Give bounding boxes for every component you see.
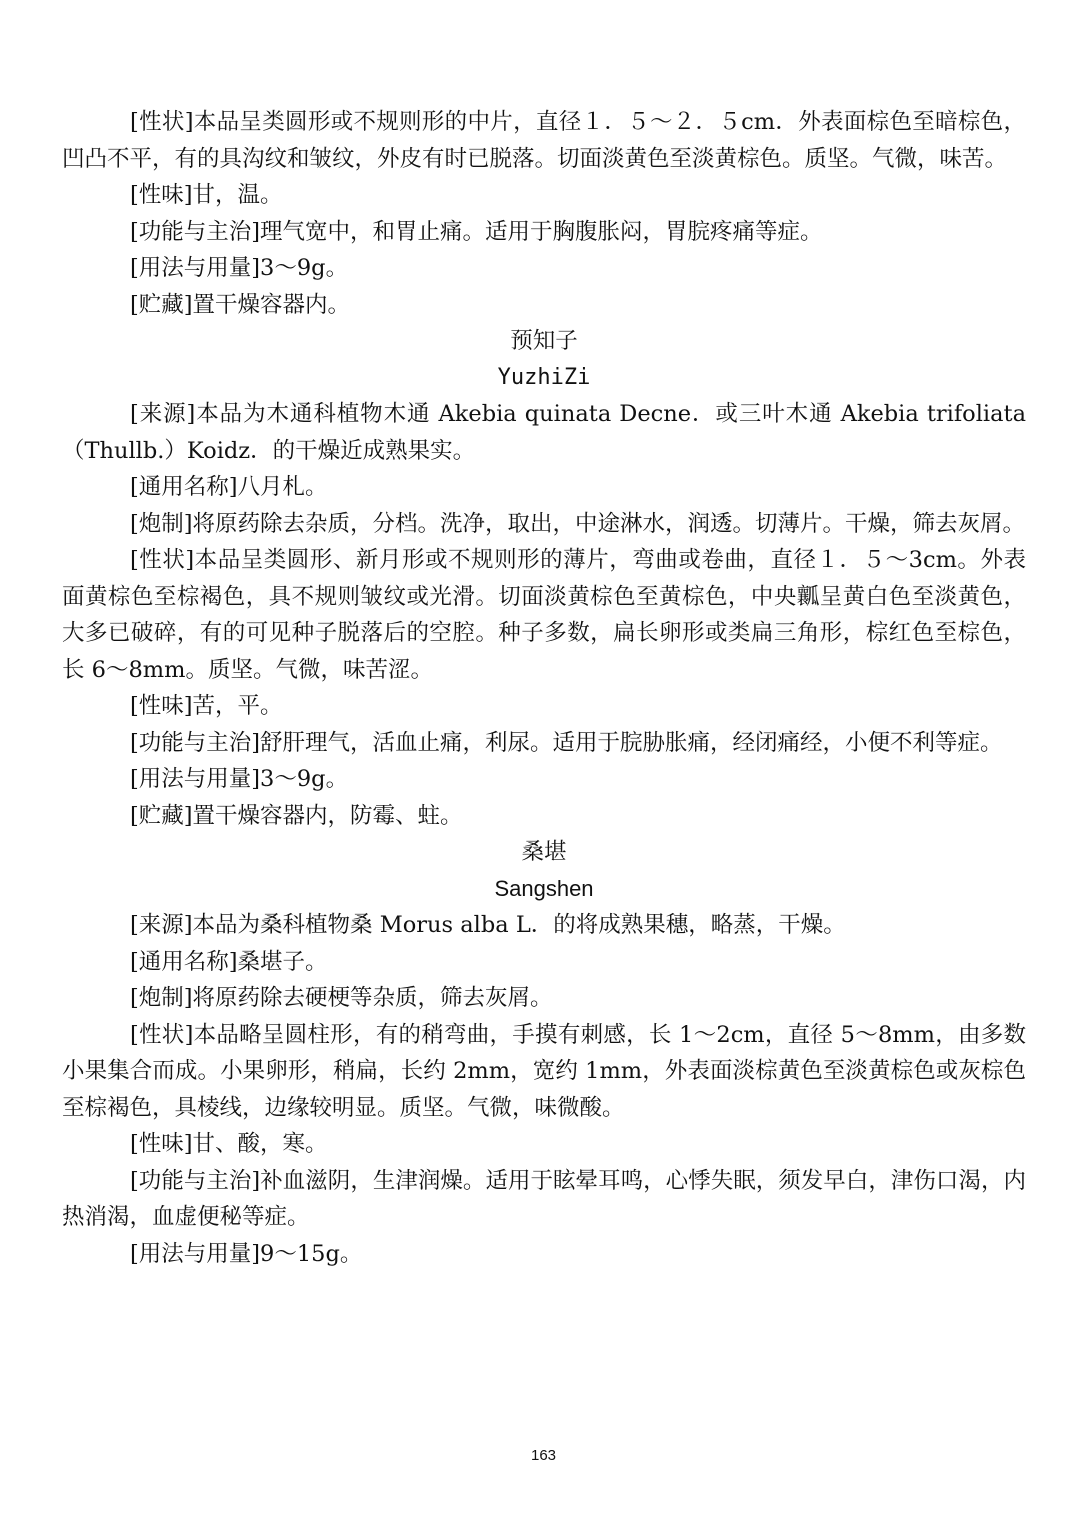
paragraph-function: [功能与主治]舒肝理气，活血止痛，利尿。适用于脘胁胀痛，经闭痛经，小便不利等症。 [130,729,1003,756]
paragraph-processing: [炮制]将原药除去硬梗等杂质，筛去灰屑。 [130,985,553,1011]
paragraph-processing: [炮制]将原药除去杂质，分档。洗净，取出，中途淋水，润透。切薄片。干燥，筛去灰屑。 [130,510,1026,537]
paragraph-taste: [性味]甘、酸，寒。 [130,1131,328,1157]
entry-title: 预知子 [510,328,578,354]
document-page [62,104,1026,1272]
paragraph-taste: [性味]苦，平。 [130,693,283,719]
paragraph-function: [功能与主治]理气宽中，和胃止痛。适用于胸腹胀闷，胃脘疼痛等症。 [130,218,823,245]
paragraph-common-name: [通用名称]八月札。 [130,474,328,500]
paragraph-properties: [性状]本品略呈圆柱形，有的稍弯曲，手摸有刺感，长 1～2cm，直径 5～8mm，由多数小果集合而成。小果卵形，稍扁，长约 2mm，宽约 1mm，外表面淡棕黄色至淡黄棕色或灰棕色至棕褐色，具棱线，边缘较明显。质坚。气微，味微酸。 [62,1021,1026,1121]
paragraph-source: [来源]本品为木通科植物木通 Akebia quinata Decne．或三叶木通 Akebia trifoliata（Thullb.）Koidz．的干燥近成熟果实。 [62,401,1026,464]
entry-sangshen [62,834,1026,1272]
page-number: 163 [530,1447,557,1464]
paragraph-dosage: [用法与用量]9～15g。 [130,1240,363,1267]
entry-yuzhizi [62,323,1026,834]
paragraph-common-name: [通用名称]桑堪子。 [130,948,328,975]
paragraph-storage: [贮藏]置干燥容器内，防霉、蛀。 [130,802,463,829]
paragraph-source: [来源]本品为桑科植物桑 Morus alba L．的将成熟果穗，略蒸，干燥。 [130,912,846,938]
paragraph-taste: [性味]甘，温。 [130,182,283,208]
entry-continued [62,104,1026,323]
paragraph-dosage: [用法与用量]3～9g。 [130,255,349,281]
entry-pinyin: Sangshen [494,875,594,901]
paragraph-function: [功能与主治]补血滋阴，生津润燥。适用于眩晕耳鸣，心悸失眠，须发早白，津伤口渴，内热消渴，血虚便秘等症。 [62,1167,1026,1230]
paragraph-storage: [贮藏]置干燥容器内。 [130,291,351,318]
entry-pinyin: YuzhiZi [497,364,591,390]
paragraph-dosage: [用法与用量]3～9g。 [130,766,349,792]
paragraph-properties: [性状]本品呈类圆形、新月形或不规则形的薄片，弯曲或卷曲，直径１．５～3cm。外表面黄棕色至棕褐色，具不规则皱纹或光滑。切面淡黄棕色至黄棕色，中央瓤呈黄白色至淡黄色，大多已破碎，有的可见种子脱落后的空腔。种子多数，扁长卵形或类扁三角形，棕红色至棕色，长 6～8mm。质坚。气微，味苦涩。 [62,547,1026,683]
entry-title: 桑堪 [521,839,567,865]
paragraph-properties: [性状]本品呈类圆形或不规则形的中片，直径１．５～２．５cm．外表面棕色至暗棕色，凹凸不平，有的具沟纹和皱纹，外皮有时已脱落。切面淡黄色至淡黄棕色。质坚。气微，味苦。 [62,109,1026,172]
